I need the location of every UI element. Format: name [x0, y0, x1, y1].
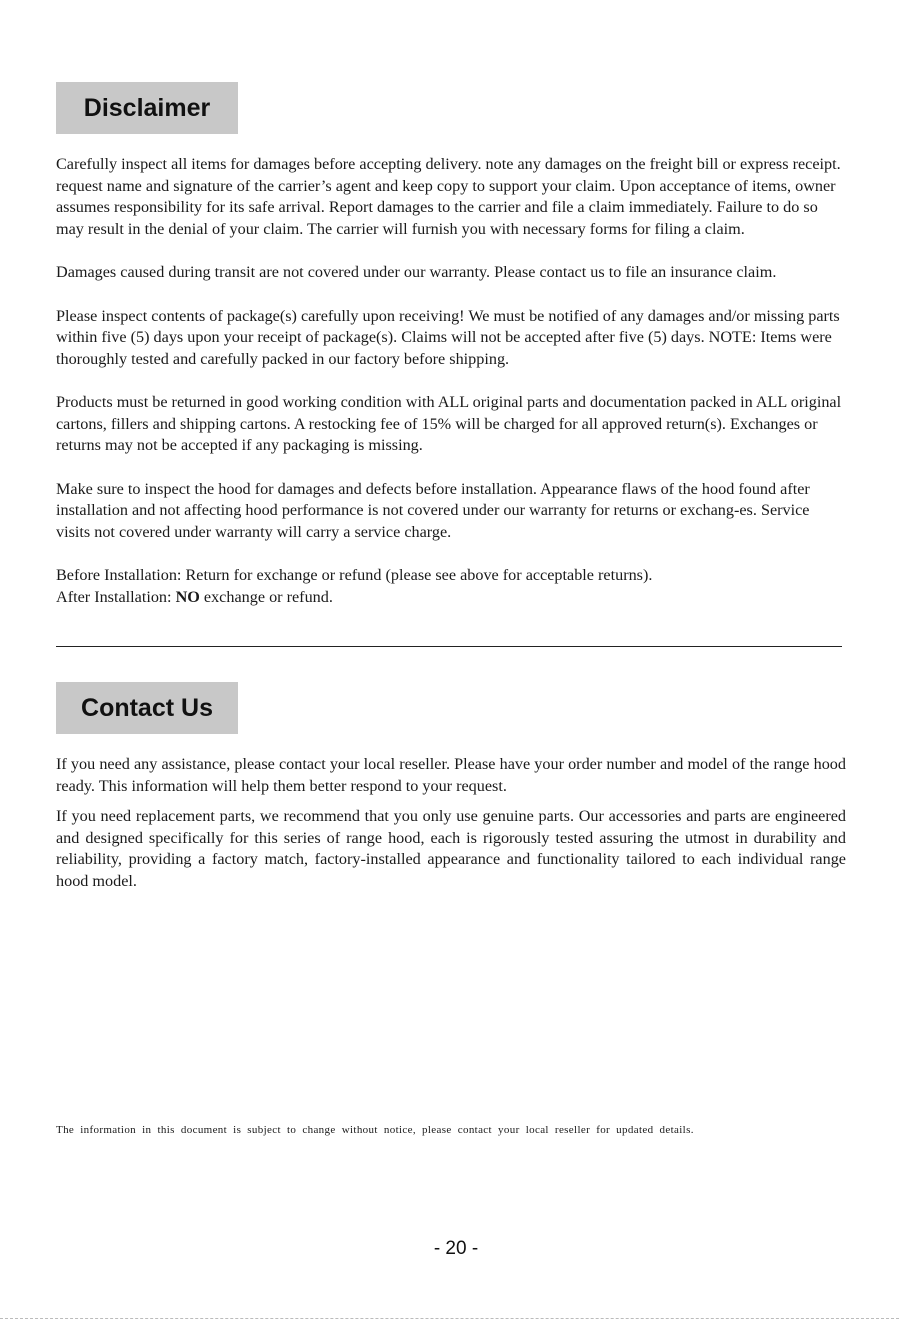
after-installation-no: NO — [175, 587, 200, 606]
after-installation-suffix: exchange or refund. — [199, 587, 333, 606]
disclaimer-paragraph-installation: Make sure to inspect the hood for damages and defects before installation. Appearance flaws of the hood found after installation and not affecting hood performance is not covered under our warranty for returns or exchang-es. Service visits not covered under warranty will carry a service charge. — [56, 479, 810, 541]
disclaimer-paragraph-inspection: Carefully inspect all items for damages before accepting delivery. note any damages on the freight bill or express receipt. request name and signature of the carrier’s agent and keep copy to support your claim. Upon acceptance of items, owner assumes responsibility for its safe arrival. Report damages to the carrier and file a claim immediately. Failure to do so may result in the denial of your claim. The carrier will furnish you with necessary forms for filing a claim. — [56, 155, 841, 238]
disclaimer-heading: Disclaimer — [56, 82, 238, 134]
disclaimer-installation-policy — [56, 565, 846, 608]
contact-paragraph-replacement-parts: If you need replacement parts, we recommend that you only use genuine parts. Our accessories and parts are engineered and designed specifically for this series of range hood, each is rigorously tested assuring the utmost in durability and reliability, providing a factory match, factory-installed appearance and functionality tailored to each individual range hood model. — [56, 807, 846, 890]
section-divider — [56, 646, 842, 647]
before-installation-line: Before Installation: Return for exchange or refund (please see above for acceptable returns). — [56, 566, 653, 584]
disclaimer-paragraph-transit: Damages caused during transit are not covered under our warranty. Please contact us to file an insurance claim. — [56, 263, 777, 281]
disclaimer-paragraph-notification: Please inspect contents of package(s) carefully upon receiving! We must be notified of any damages and/or missing parts within five (5) days upon your receipt of package(s). Claims will not be accepted after five (5) days. NOTE: Items were thoroughly tested and carefully packed in our factory before shipping. — [56, 306, 840, 368]
contact-paragraph-assistance: If you need any assistance, please contact your local reseller. Please have your order number and model of the range hood ready. This information will help them better respond to your request. — [56, 755, 846, 795]
page-number: - 20 - — [433, 1238, 479, 1259]
contact-heading: Contact Us — [56, 682, 238, 734]
disclaimer-body — [56, 154, 846, 608]
footnote: The information in this document is subject to change without notice, please contact your local reseller for updated details. — [56, 1124, 694, 1136]
after-installation-prefix: After Installation: — [56, 587, 176, 606]
contact-body — [56, 754, 846, 901]
disclaimer-paragraph-returns: Products must be returned in good working condition with ALL original parts and documentation packed in ALL original cartons, fillers and shipping cartons. A restocking fee of 15% will be charged for all approved return(s). Exchanges or returns may not be accepted if any packaging is missing. — [56, 393, 842, 454]
page-bottom-edge — [0, 1318, 899, 1319]
